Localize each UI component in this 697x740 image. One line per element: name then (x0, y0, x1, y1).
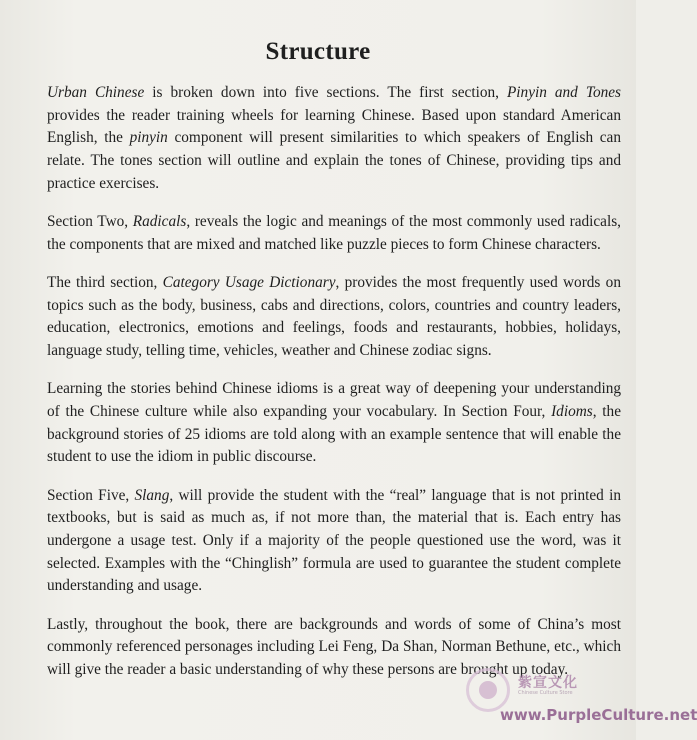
watermark-brand-cn: 紫宣文化 (518, 675, 578, 691)
watermark-url: www.PurpleCulture.net (500, 706, 697, 724)
section-name-italic: Category Usage Dictionary (162, 273, 336, 291)
paragraph-slang: Section Five, Slang, will provide the student with the “real” language that is not printed in textbooks, but is said as much as, if not more than, the material that is. Each entry has undergone a usage test. Only if a majority of the people questioned use the word, was it selected. Examples with the “Chinglish” formula are used to guarantee the student complete understanding and usage. (47, 486, 621, 595)
section-name-italic: Idioms (551, 402, 593, 420)
section-name-italic: Radicals (132, 213, 187, 231)
section-name-italic: Slang (134, 486, 170, 504)
section-name-italic: Pinyin and Tones (506, 84, 621, 101)
purple-culture-watermark (466, 666, 697, 726)
paragraph-personages: Lastly, throughout the book, there are backgrounds and words of some of China’s most commonly referenced personages including Lei Feng, Da Shan, Norman Bethune, etc., which will give the reader a basic understanding of why these persons are brought up today. (47, 615, 621, 678)
paragraph-idioms: Learning the stories behind Chinese idioms is a great way of deepening your understanding of the Chinese culture while also expanding your vocabulary. In Section Four, Idioms, the background stories of 25 idioms are told along with an example sentence that will enable the student to use the idiom in public discourse. (47, 380, 621, 466)
watermark-tagline: Chinese Culture Store (518, 690, 573, 696)
paragraph-category-dictionary: The third section, Category Usage Dictionary, provides the most frequently used words on topics such as the body, business, cabs and directions, colors, countries and country leaders, education, electronics, emotions and feelings, foods and restaurants, hobbies, holidays, language study, telling time, vehicles, weather and Chinese zodiac signs. (47, 273, 621, 360)
page-title: Structure (265, 38, 371, 65)
page-body (47, 82, 621, 682)
paragraph-radicals: Section Two, Radicals, reveals the logic and meanings of the most commonly used radicals, the components that are mixed and matched like puzzle pieces to form Chinese characters. (47, 213, 621, 253)
book-title-italic: Urban Chinese (47, 84, 145, 101)
paragraph-pinyin-and-tones: Urban Chinese is broken down into five sections. The first section, Pinyin and Tones provides the reader training wheels for learning Chinese. Based upon standard American English, the pinyin component will present similarities to which speakers of English can relate. The tones section will outline and explain the tones of Chinese, providing tips and practice exercises. (47, 84, 621, 192)
pinyin-italic: pinyin (129, 129, 168, 147)
